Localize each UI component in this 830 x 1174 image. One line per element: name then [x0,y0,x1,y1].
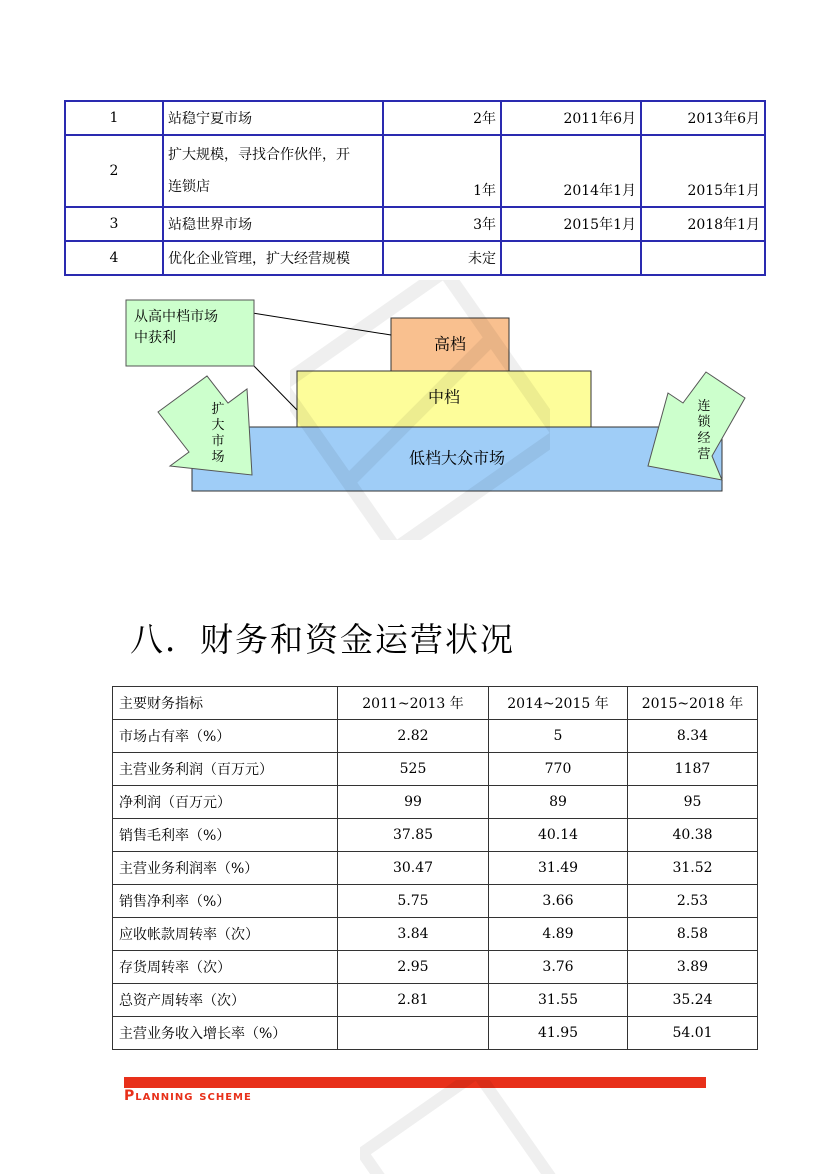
metric-cell: 主营业务利润（百万元） [113,753,338,786]
table-row [113,852,758,885]
duration-cell: 未定 [383,241,501,275]
value-cell: 40.14 [489,819,628,852]
value-cell: 3.66 [489,885,628,918]
value-cell: 37.85 [338,819,489,852]
start-cell: 2011年6月 [501,101,641,135]
table-row [65,101,765,135]
metric-cell: 总资产周转率（次） [113,984,338,1017]
value-cell: 3.76 [489,951,628,984]
svg-text:锁: 锁 [697,415,711,430]
svg-text:扩: 扩 [211,402,225,417]
start-cell: 2014年1月 [501,135,641,207]
expand-market-arrow [158,376,252,475]
footer-accent-bar [124,1077,706,1088]
end-cell: 2015年1月 [641,135,765,207]
value-cell: 35.24 [628,984,758,1017]
metric-cell: 应收帐款周转率（次） [113,918,338,951]
table-row [113,720,758,753]
value-cell: 3.84 [338,918,489,951]
value-cell: 2.82 [338,720,489,753]
goal-line-2: 连锁店 [168,179,210,195]
metric-cell: 净利润（百万元） [113,786,338,819]
svg-text:场: 场 [211,450,225,465]
table-row [113,786,758,819]
schedule-table [64,100,766,276]
end-cell: 2018年1月 [641,207,765,241]
table-row [113,753,758,786]
header-cell: 2011~2013 年 [338,687,489,720]
start-cell: 2015年1月 [501,207,641,241]
chain-operation-label [697,399,711,462]
table-row [65,207,765,241]
market-tier-diagram [0,290,830,520]
value-cell: 525 [338,753,489,786]
callout-line [254,366,297,410]
row-number: 1 [65,101,163,135]
footer-text: Planning scheme [124,1088,252,1104]
duration-cell: 1年 [383,135,501,207]
metric-cell: 销售毛利率（%） [113,819,338,852]
start-cell [501,241,641,275]
metric-cell: 存货周转率（次） [113,951,338,984]
value-cell: 2.53 [628,885,758,918]
value-cell: 99 [338,786,489,819]
tier-mid-label: 中档 [427,387,461,407]
watermark-graphic [360,1080,560,1174]
callout-line-1: 从高中档市场 [134,309,218,325]
metric-cell: 销售净利率（%） [113,885,338,918]
table-row [113,1017,758,1050]
table-row [113,918,758,951]
section-title: 八．财务和资金运营状况 [130,620,515,659]
goal-cell: 站稳世界市场 [163,207,383,241]
goal-cell: 站稳宁夏市场 [163,101,383,135]
table-row [65,135,765,207]
value-cell: 8.58 [628,918,758,951]
value-cell: 30.47 [338,852,489,885]
value-cell: 1187 [628,753,758,786]
header-cell: 2014~2015 年 [489,687,628,720]
table-header-row [113,687,758,720]
value-cell: 4.89 [489,918,628,951]
callout-line-2: 中获利 [134,330,176,346]
header-cell: 2015~2018 年 [628,687,758,720]
value-cell [338,1017,489,1050]
svg-text:市: 市 [211,434,225,449]
value-cell: 5 [489,720,628,753]
value-cell: 8.34 [628,720,758,753]
svg-text:连: 连 [697,399,711,414]
value-cell: 31.55 [489,984,628,1017]
metric-cell: 主营业务收入增长率（%） [113,1017,338,1050]
row-number: 2 [65,135,163,207]
value-cell: 2.95 [338,951,489,984]
duration-cell: 3年 [383,207,501,241]
svg-text:大: 大 [211,418,225,433]
table-row [113,951,758,984]
value-cell: 95 [628,786,758,819]
end-cell [641,241,765,275]
tier-low-label: 低档大众市场 [408,448,506,468]
header-cell: 主要财务指标 [113,687,338,720]
value-cell: 31.52 [628,852,758,885]
value-cell: 31.49 [489,852,628,885]
svg-text:营: 营 [697,447,711,462]
svg-text:经: 经 [697,431,711,446]
table-row [113,984,758,1017]
tier-high-label: 高档 [433,334,467,354]
row-number: 3 [65,207,163,241]
value-cell: 770 [489,753,628,786]
value-cell: 54.01 [628,1017,758,1050]
end-cell: 2013年6月 [641,101,765,135]
value-cell: 5.75 [338,885,489,918]
finance-table [112,686,758,1050]
value-cell: 89 [489,786,628,819]
metric-cell: 主营业务利润率（%） [113,852,338,885]
duration-cell: 2年 [383,101,501,135]
callout-line [246,312,391,335]
table-row [65,241,765,275]
row-number: 4 [65,241,163,275]
value-cell: 2.81 [338,984,489,1017]
value-cell: 40.38 [628,819,758,852]
value-cell: 41.95 [489,1017,628,1050]
table-row [113,885,758,918]
goal-cell [163,135,383,207]
metric-cell: 市场占有率（%） [113,720,338,753]
table-row [113,819,758,852]
goal-cell: 优化企业管理，扩大经营规模 [163,241,383,275]
value-cell: 3.89 [628,951,758,984]
goal-line-1: 扩大规模，寻找合作伙伴，开 [168,147,350,163]
